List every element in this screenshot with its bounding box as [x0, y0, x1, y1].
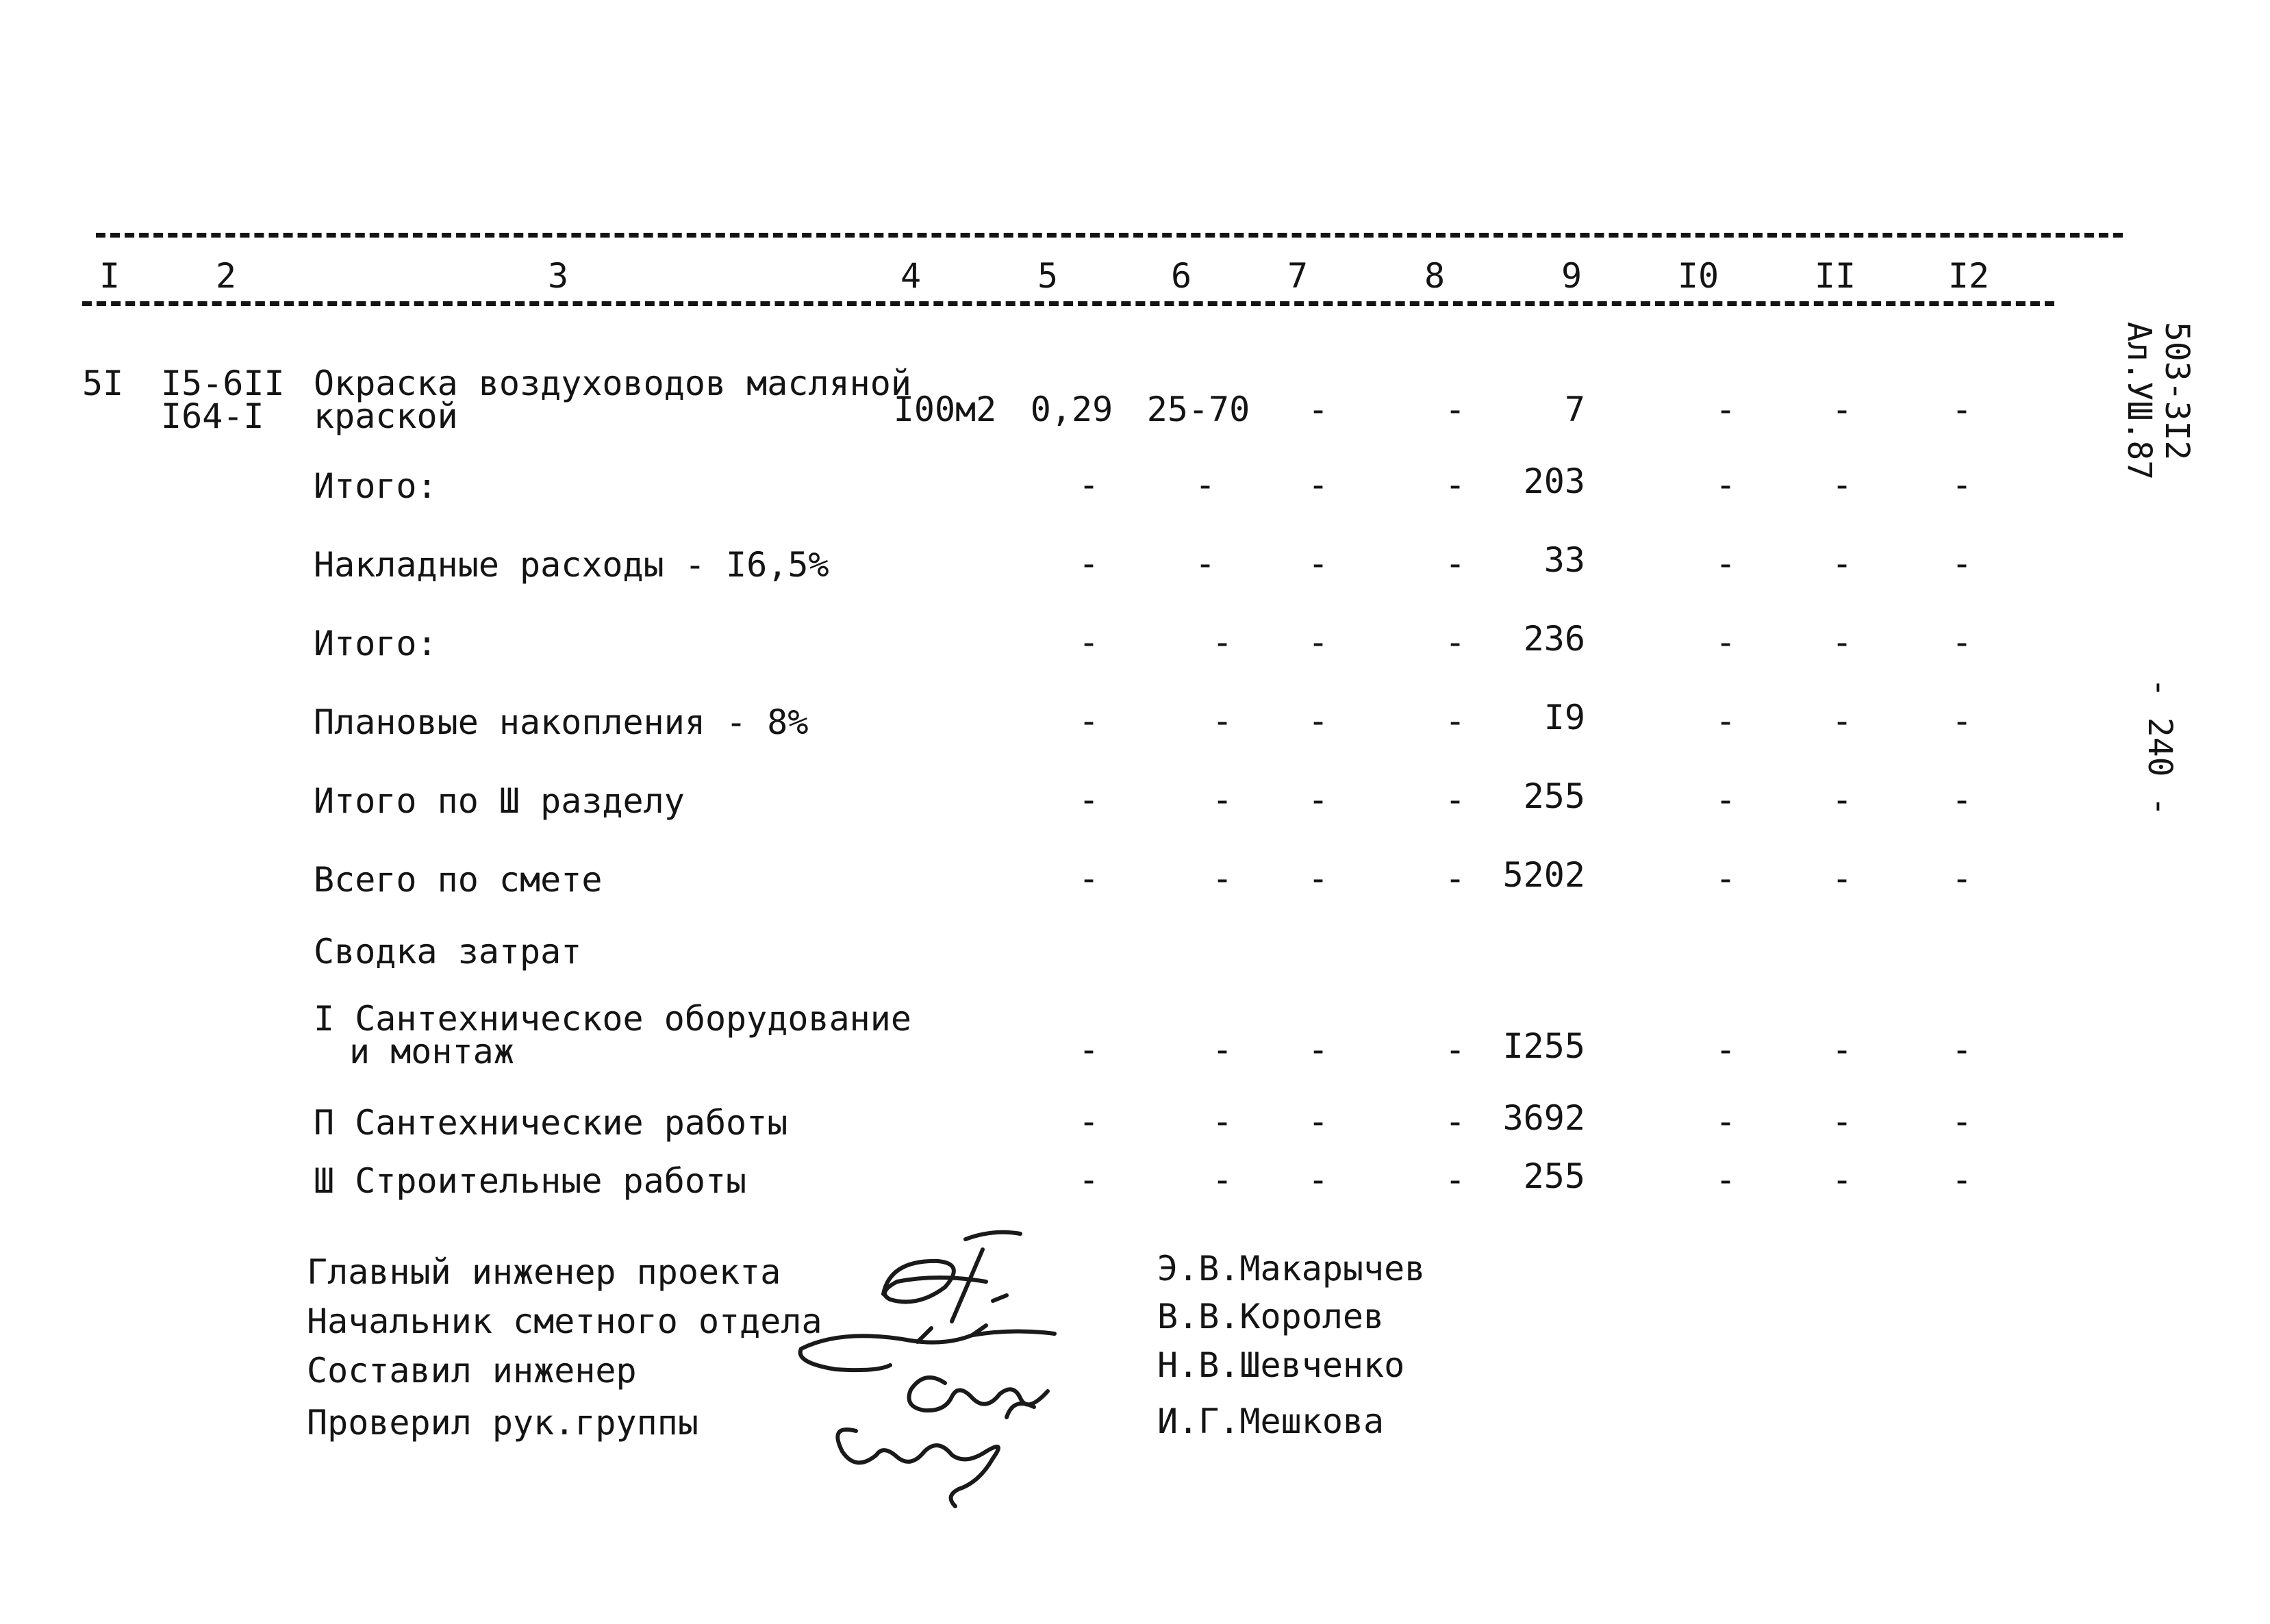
row-planned-c7: - [1307, 701, 1329, 741]
header-col-3: 3 [547, 256, 569, 296]
summary-row-3-c12: - [1951, 1160, 1973, 1200]
summary-row-2-c7: - [1307, 1102, 1329, 1141]
header-col-4: 4 [900, 256, 922, 296]
summary-row-1-c6: - [1211, 1030, 1233, 1069]
summary-row-2-label: П Сантехнические работы [314, 1103, 788, 1143]
summary-row-3-label: Ш Строительные работы [314, 1161, 747, 1201]
row-name-line2: краской [314, 396, 458, 436]
row-overhead-c5: - [1078, 544, 1100, 583]
summary-row-3-c7: - [1307, 1160, 1329, 1200]
summary-row-2-c5: - [1078, 1102, 1100, 1141]
signature-name-4: И.Г.Мешкова [1157, 1401, 1385, 1441]
summary-row-3-c9: 255 [1523, 1156, 1585, 1196]
summary-row-1-c7: - [1307, 1030, 1329, 1069]
header-col-5: 5 [1037, 256, 1059, 296]
row-itogo-1-c6: - [1194, 465, 1216, 505]
row-section3-c7: - [1307, 780, 1329, 820]
row-itogo-1-c8: - [1444, 465, 1466, 505]
header-col-1: I [99, 256, 121, 296]
header-col-8: 8 [1424, 256, 1446, 296]
row-label-grand-total: Всего по смете [314, 860, 603, 900]
row-grand-c11: - [1831, 859, 1853, 898]
summary-row-3-c11: - [1831, 1160, 1853, 1200]
summary-row-1-c10: - [1715, 1030, 1737, 1069]
row-section3-c6: - [1211, 780, 1233, 820]
row-cell-11: - [1831, 390, 1853, 429]
signature-name-1: Э.В.Макарычев [1157, 1249, 1426, 1289]
header-col-12: I2 [1947, 256, 1990, 296]
row-number: 5I [82, 364, 124, 403]
row-itogo-1-c10: - [1715, 465, 1737, 505]
row-section3-c8: - [1444, 780, 1466, 820]
summary-row-3-c5: - [1078, 1160, 1100, 1200]
row-itogo-1-c5: - [1078, 465, 1100, 505]
row-section3-c11: - [1831, 780, 1853, 820]
row-label-planned-savings: Плановые накопления - 8% [314, 702, 809, 742]
row-qty: 0,29 [1030, 390, 1113, 429]
summary-row-2-c12: - [1951, 1102, 1973, 1141]
summary-row-1-line2: и монтаж [349, 1032, 514, 1071]
summary-row-1-line1: I Сантехническое оборудование [314, 999, 911, 1039]
row-itogo-2-c5: - [1078, 622, 1100, 662]
summary-row-2-c9: 3692 [1502, 1098, 1585, 1138]
summary-row-2-c8: - [1444, 1102, 1466, 1141]
row-overhead-c9: 33 [1543, 540, 1585, 580]
row-overhead-c10: - [1715, 544, 1737, 583]
header-col-6: 6 [1170, 256, 1192, 296]
row-overhead-c12: - [1951, 544, 1973, 583]
row-section3-c5: - [1078, 780, 1100, 820]
header-col-9: 9 [1561, 256, 1582, 296]
row-grand-c6: - [1211, 859, 1233, 898]
row-unit: I00м2 [893, 390, 997, 429]
row-section3-c10: - [1715, 780, 1737, 820]
row-code-line1: I5-6II [161, 364, 285, 403]
row-planned-c8: - [1444, 701, 1466, 741]
signature-name-3: Н.В.Шевченко [1157, 1345, 1405, 1385]
row-itogo-2-c9: 236 [1523, 619, 1585, 659]
summary-row-1-c5: - [1078, 1030, 1100, 1069]
row-cell-7: - [1307, 390, 1329, 429]
row-cell-9: 7 [1564, 390, 1585, 429]
row-itogo-1-c12: - [1951, 465, 1973, 505]
row-itogo-2-c7: - [1307, 622, 1329, 662]
row-planned-c6: - [1211, 701, 1233, 741]
header-col-2: 2 [215, 256, 237, 296]
header-col-7: 7 [1287, 256, 1309, 296]
row-grand-c8: - [1444, 859, 1466, 898]
row-planned-c9: I9 [1543, 698, 1585, 737]
header-col-11: II [1814, 256, 1856, 296]
row-itogo-2-c8: - [1444, 622, 1466, 662]
summary-row-3-c6: - [1211, 1160, 1233, 1200]
row-label-itogo-1: Итого: [314, 466, 438, 506]
summary-row-3-c10: - [1715, 1160, 1737, 1200]
row-cell-10: - [1715, 390, 1737, 429]
row-itogo-2-c6: - [1211, 622, 1233, 662]
signature-role-estimates-head: Начальник сметного отдела [307, 1302, 822, 1341]
row-planned-c11: - [1831, 701, 1853, 741]
summary-heading: Сводка затрат [314, 932, 582, 972]
row-price: 25-70 [1146, 390, 1250, 429]
row-overhead-c6: - [1194, 544, 1216, 583]
signature-name-2: В.В.Королев [1157, 1297, 1385, 1336]
summary-row-1-c11: - [1831, 1030, 1853, 1069]
row-section3-c9: 255 [1523, 776, 1585, 816]
header-bottom-rule [82, 301, 2054, 306]
row-name-line1: Окраска воздуховодов масляной [314, 364, 911, 403]
row-planned-c12: - [1951, 701, 1973, 741]
header-col-10: I0 [1677, 256, 1719, 296]
row-itogo-2-c12: - [1951, 622, 1973, 662]
row-code-line2: I64-I [161, 396, 264, 436]
signature-role-compiled-by: Составил инженер [307, 1351, 637, 1391]
row-section3-c12: - [1951, 780, 1973, 820]
row-label-overhead: Накладные расходы - I6,5% [314, 545, 829, 585]
summary-row-2-c10: - [1715, 1102, 1737, 1141]
row-itogo-1-c11: - [1831, 465, 1853, 505]
row-itogo-1-c7: - [1307, 465, 1329, 505]
signature-role-chief-engineer: Главный инженер проекта [307, 1252, 781, 1292]
summary-row-1-c12: - [1951, 1030, 1973, 1069]
summary-row-2-c6: - [1211, 1102, 1233, 1141]
row-planned-c10: - [1715, 701, 1737, 741]
row-planned-c5: - [1078, 701, 1100, 741]
summary-row-1-c8: - [1444, 1030, 1466, 1069]
header-top-rule [96, 233, 2123, 238]
side-document-code: 503-3I2 [2158, 322, 2196, 461]
row-grand-c5: - [1078, 859, 1100, 898]
row-label-section3-total: Итого по Ш разделу [314, 781, 685, 821]
row-overhead-c8: - [1444, 544, 1466, 583]
row-itogo-2-c10: - [1715, 622, 1737, 662]
row-itogo-1-c9: 203 [1523, 461, 1585, 501]
summary-row-2-c11: - [1831, 1102, 1853, 1141]
signature-role-checked-by: Проверил рук.группы [307, 1403, 698, 1443]
row-overhead-c7: - [1307, 544, 1329, 583]
row-grand-c12: - [1951, 859, 1973, 898]
row-grand-c7: - [1307, 859, 1329, 898]
row-cell-12: - [1951, 390, 1973, 429]
row-grand-c10: - [1715, 859, 1737, 898]
row-grand-c9: 5202 [1502, 855, 1585, 895]
row-cell-8: - [1444, 390, 1466, 429]
row-itogo-2-c11: - [1831, 622, 1853, 662]
side-album-code: Ал.УШ.87 [2120, 322, 2158, 481]
handwritten-signatures [781, 1219, 1164, 1506]
summary-row-1-c9: I255 [1502, 1026, 1585, 1066]
summary-row-3-c8: - [1444, 1160, 1466, 1200]
page-number: - 240 - [2141, 678, 2179, 817]
row-overhead-c11: - [1831, 544, 1853, 583]
row-label-itogo-2: Итого: [314, 624, 438, 663]
